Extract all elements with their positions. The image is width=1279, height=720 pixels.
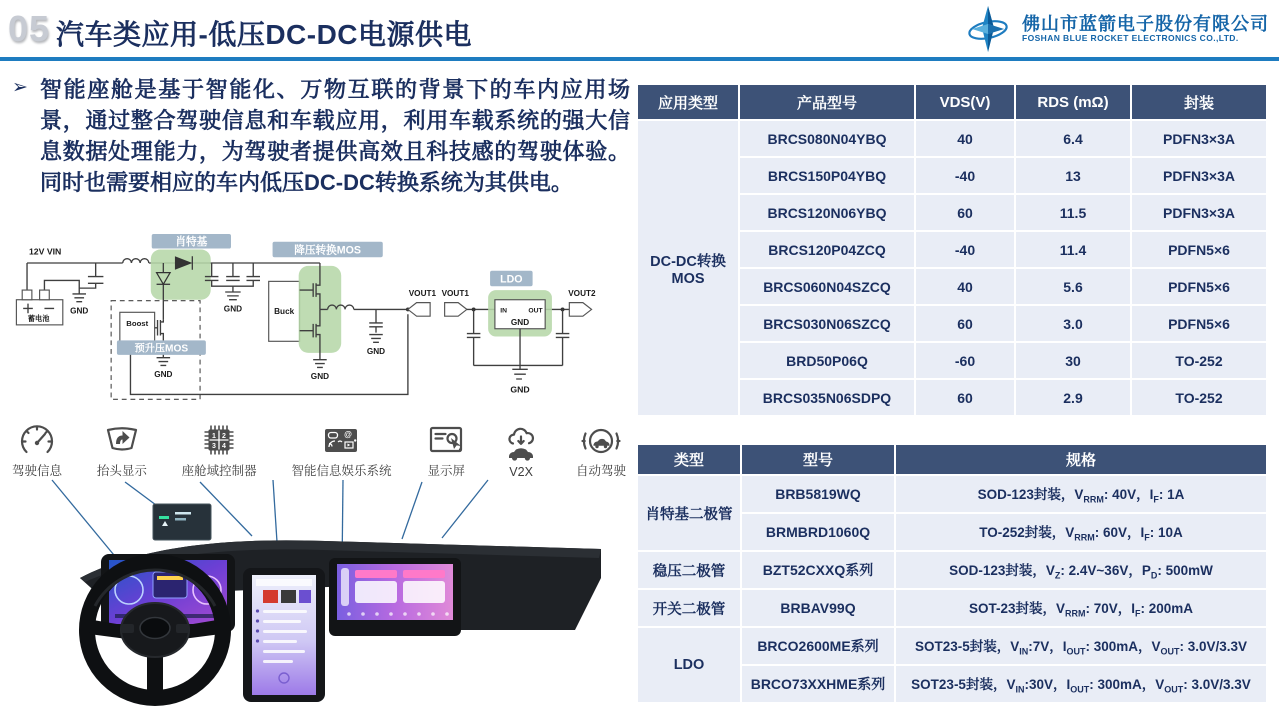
part-number-cell: BRCS030N06SZCQ xyxy=(740,306,914,341)
part-number-cell: BRMBRD1060Q xyxy=(742,514,894,550)
part-number-cell: BRBAV99Q xyxy=(742,590,894,626)
column-header: RDS (mΩ) xyxy=(1016,85,1130,119)
feature-hud xyxy=(97,420,147,479)
bullet-arrow-icon: ➢ xyxy=(12,77,28,98)
gnd-label: GND xyxy=(310,372,330,381)
spec-cell: SOT23-5封装，$V_{IN}:7V$，$I_{OUT}$: 300mA，$V_{OUT}$: 3.0V/3.3V xyxy=(896,628,1266,664)
vout1-label: VOUT1 xyxy=(408,288,437,298)
feature-label: 显示屏 xyxy=(427,464,466,478)
feature-domain-controller xyxy=(182,420,257,479)
feature-autodrive xyxy=(576,420,626,479)
dcdc-circuit-diagram xyxy=(8,234,628,408)
rds-cell: 11.4 xyxy=(1016,232,1130,267)
rds-cell: 11.5 xyxy=(1016,195,1130,230)
spec-cell: SOD-123封装，$V_Z$: 2.4V~36V，$P_D$: 500mW xyxy=(896,552,1266,588)
package-cell: PDFN5×6 xyxy=(1132,232,1266,267)
feature-label: 智能信息娱乐系统 xyxy=(291,464,392,478)
diode-table-row xyxy=(638,590,1266,626)
gnd-label: GND xyxy=(70,306,89,316)
company-name-cn: 佛山市蓝箭电子股份有限公司 xyxy=(1022,13,1269,34)
part-number-cell: BRCS080N04YBQ xyxy=(740,121,914,156)
column-header: VDS(V) xyxy=(916,85,1014,119)
vout1-label: VOUT1 xyxy=(441,288,469,298)
part-number-cell: BRCS060N04SZCQ xyxy=(740,269,914,304)
rds-cell: 13 xyxy=(1016,158,1130,193)
chip-number: 2 xyxy=(222,433,227,440)
part-number-cell: BZT52CXXQ系列 xyxy=(742,552,894,588)
vds-cell: -60 xyxy=(916,343,1014,378)
page-title: 汽车类应用-低压DC-DC电源供电 xyxy=(56,19,473,50)
package-cell: PDFN3×3A xyxy=(1132,195,1266,230)
vin-label: 12V VIN xyxy=(28,246,62,257)
autodrive-icon xyxy=(581,420,621,460)
column-header: 型号 xyxy=(742,445,894,474)
cockpit-dashboard-illustration xyxy=(5,478,630,713)
ldo-badge: LDO xyxy=(500,273,523,286)
package-cell: PDFN3×3A xyxy=(1132,158,1266,193)
vds-cell: 60 xyxy=(916,306,1014,341)
at-symbol: @ xyxy=(344,430,353,439)
diode-table-row xyxy=(638,476,1266,512)
vout2-label: VOUT2 xyxy=(568,288,596,298)
diode-category-cell: 肖特基二极管 xyxy=(638,476,740,550)
mos-table-row xyxy=(638,121,1266,156)
part-number-cell: BRCS035N06SDPQ xyxy=(740,380,914,415)
rds-cell: 3.0 xyxy=(1016,306,1130,341)
gnd-label: GND xyxy=(366,346,386,356)
schottky-highlight xyxy=(151,249,211,299)
intro-text: 智能座舱是基于智能化、万物互联的背景下的车内应用场景，通过整合驾驶信息和车载应用，利用车载系统的强大信息数据处理能力，为驾驶者提供高效且科技感的驾驶体验。同时也需要相应的车内低压DC-DC转换系统为其供电。 xyxy=(40,77,630,195)
buck-mos-badge: 降压转换MOS xyxy=(294,244,362,257)
company-name-en: FOSHAN BLUE ROCKET ELECTRONICS CO.,LTD. xyxy=(1022,33,1239,44)
mos-table-header-row xyxy=(638,85,1266,119)
diode-category-cell: 开关二极管 xyxy=(638,590,740,626)
feature-label: 自动驾驶 xyxy=(575,464,626,478)
diode-table xyxy=(636,443,1268,704)
gauge-icon xyxy=(17,420,57,460)
chip-number: 1 xyxy=(212,433,217,440)
diode-category-cell: LDO xyxy=(638,628,740,702)
gnd-label: GND xyxy=(223,304,243,314)
package-cell: PDFN5×6 xyxy=(1132,306,1266,341)
battery-label: 蓄电池 xyxy=(27,314,50,323)
part-number-cell: BRCO2600ME系列 xyxy=(742,628,894,664)
feature-v2x xyxy=(501,424,541,479)
spec-cell: TO-252封装，$V_{RRM}$: 60V，$I_F$: 10A xyxy=(896,514,1266,550)
logo-text xyxy=(1022,14,1269,44)
feature-label: 驾驶信息 xyxy=(12,464,63,478)
buck-label: Buck xyxy=(274,307,295,317)
vds-cell: 60 xyxy=(916,380,1014,415)
feature-label: 抬头显示 xyxy=(96,464,147,478)
part-number-cell: BRCS120N06YBQ xyxy=(740,195,914,230)
chip-number: 3 xyxy=(212,443,217,450)
hud-screen xyxy=(153,504,211,540)
header-accent-line xyxy=(0,57,1279,61)
vds-cell: 60 xyxy=(916,195,1014,230)
package-cell: PDFN5×6 xyxy=(1132,269,1266,304)
feature-icons-row xyxy=(8,419,630,479)
display-icon xyxy=(426,420,466,460)
package-cell: PDFN3×3A xyxy=(1132,121,1266,156)
spec-cell: SOT-23封装，$V_{RRM}$: 70V，$I_F$: 200mA xyxy=(896,590,1266,626)
company-logo xyxy=(962,3,1269,55)
feature-display xyxy=(426,420,466,479)
package-cell: TO-252 xyxy=(1132,380,1266,415)
ldo-gnd-label: GND xyxy=(510,317,530,327)
part-number-cell: BRD50P06Q xyxy=(740,343,914,378)
slide-number: 05 xyxy=(8,8,51,49)
diode-table-header-row xyxy=(638,445,1266,474)
spec-cell: SOD-123封装，$V_{RRM}$: 40V，$I_F$: 1A xyxy=(896,476,1266,512)
column-header: 产品型号 xyxy=(740,85,914,119)
part-number-cell: BRCO73XXHME系列 xyxy=(742,666,894,702)
column-header: 应用类型 xyxy=(638,85,738,119)
feature-label: V2X xyxy=(509,465,533,479)
vds-cell: 40 xyxy=(916,121,1014,156)
vds-cell: 40 xyxy=(916,269,1014,304)
column-header: 封装 xyxy=(1132,85,1266,119)
part-number-cell: BRCS120P04ZCQ xyxy=(740,232,914,267)
rds-cell: 30 xyxy=(1016,343,1130,378)
feature-driving-info xyxy=(12,420,62,479)
boost-label: Boost xyxy=(126,318,149,328)
intro-paragraph xyxy=(12,74,630,198)
column-header: 规格 xyxy=(896,445,1266,474)
header xyxy=(0,0,1279,57)
diode-category-cell: 稳压二极管 xyxy=(638,552,740,588)
spec-cell: SOT23-5封装，$V_{IN}:30V$，$I_{OUT}$: 300mA，$V_{OUT}$: 3.0V/3.3V xyxy=(896,666,1266,702)
diode-table-row xyxy=(638,552,1266,588)
gnd-label: GND xyxy=(510,384,530,395)
part-number-cell: BRB5819WQ xyxy=(742,476,894,512)
package-cell: TO-252 xyxy=(1132,343,1266,378)
chip-number: 4 xyxy=(222,443,227,450)
ldo-out-label: OUT xyxy=(528,307,543,315)
rds-cell: 2.9 xyxy=(1016,380,1130,415)
part-number-cell: BRCS150P04YBQ xyxy=(740,158,914,193)
mos-category-cell: DC-DC转换 MOS xyxy=(638,121,738,415)
infotainment-icon xyxy=(321,420,361,460)
vds-cell: -40 xyxy=(916,232,1014,267)
vds-cell: -40 xyxy=(916,158,1014,193)
diode-table-row xyxy=(638,628,1266,664)
feature-label: 座舱域控制器 xyxy=(181,464,257,478)
gnd-label: GND xyxy=(154,370,173,380)
chip-icon xyxy=(199,420,239,460)
rds-cell: 6.4 xyxy=(1016,121,1130,156)
column-header: 类型 xyxy=(638,445,740,474)
ldo-in-label: IN xyxy=(500,307,507,315)
schottky-badge: 肖特基 xyxy=(175,236,208,249)
mos-table xyxy=(636,83,1268,417)
rocket-logo-icon xyxy=(962,3,1014,55)
feature-infotainment xyxy=(291,420,391,479)
rds-cell: 5.6 xyxy=(1016,269,1130,304)
v2x-icon xyxy=(501,424,541,464)
preboost-mos-badge: 预升压MOS xyxy=(134,343,189,355)
hud-icon xyxy=(102,420,142,460)
